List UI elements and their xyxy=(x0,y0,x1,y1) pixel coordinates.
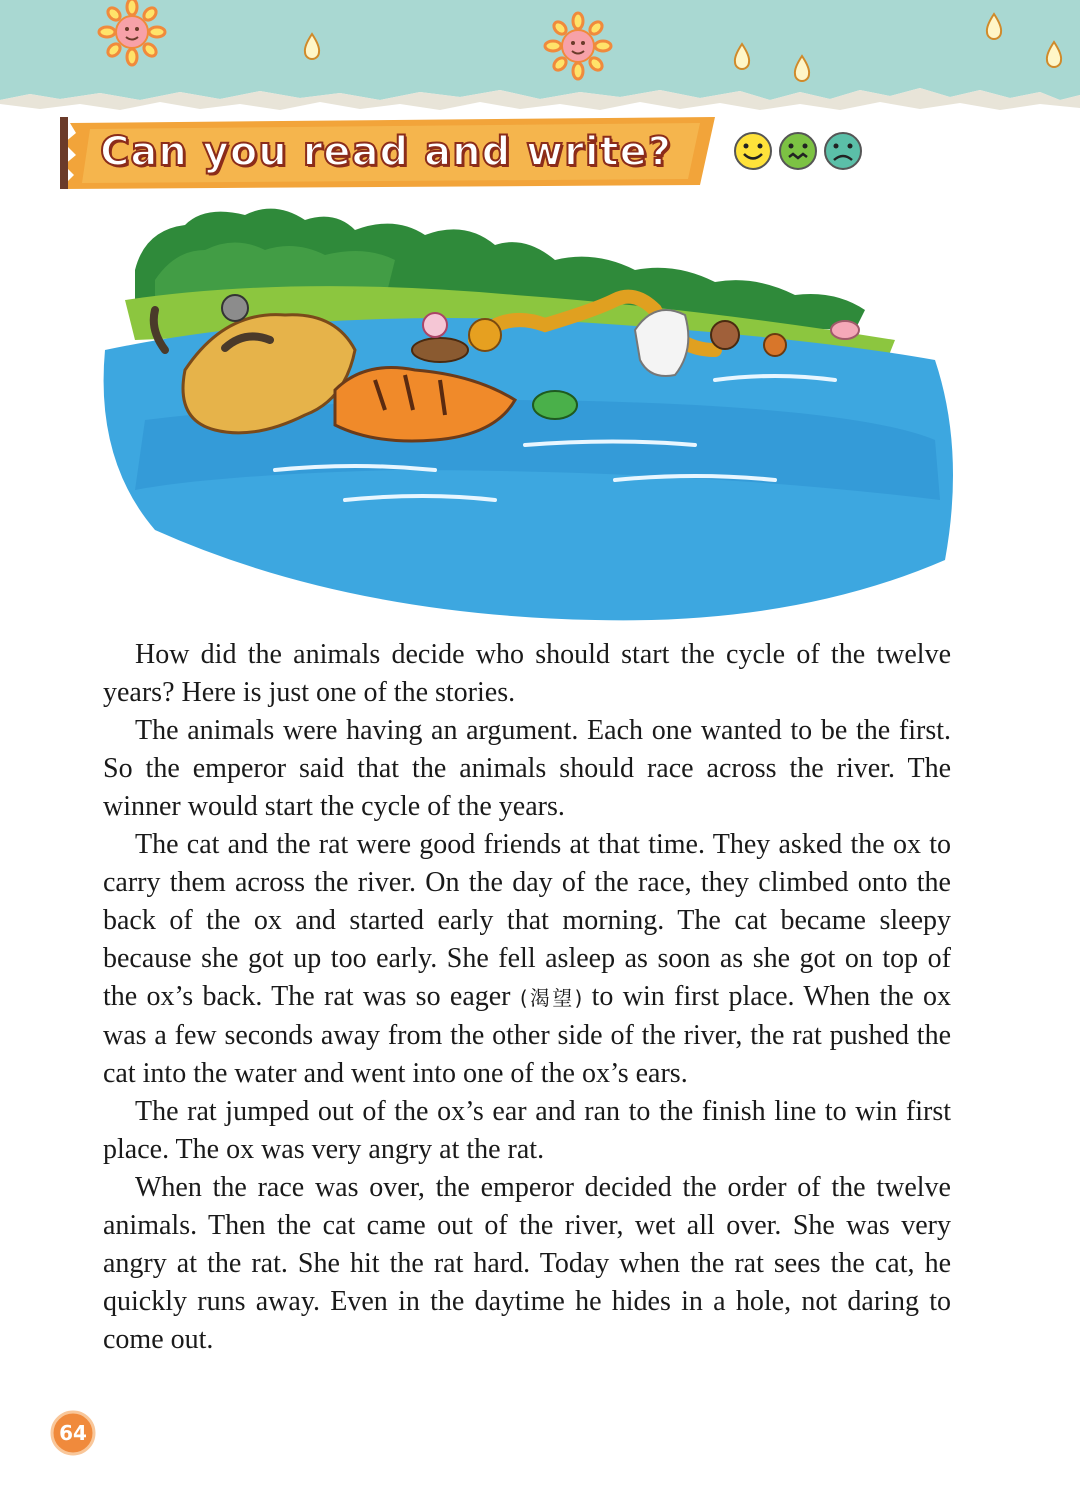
sun-icon xyxy=(99,0,165,65)
river-race-illustration xyxy=(95,200,960,625)
story-paragraph: When the race was over, the emperor decided the order of the twelve animals. Then the cat came out of the river, wet all over. She was very angry at the rat. She hit the rat hard. Today when the rat sees the cat, he quickly runs away. Even in the daytime he hides in a hole, not daring to come out. xyxy=(103,1172,951,1355)
rabbit-figure xyxy=(412,338,468,362)
chinese-gloss: (渴望) xyxy=(519,986,583,1010)
story-paragraph: The animals were having an argument. Each one wanted to be the first. So the emperor said that the animals should race across the river. The winner would start the cycle of the years. xyxy=(103,715,951,822)
story-text xyxy=(103,636,951,1359)
monkey-figure xyxy=(711,321,739,349)
story-text-segment: The cat and the rat were good friends at that time. They asked the ox to carry them across the river. On the day of the race, they climbed onto the back of the ox and started early that morning. The cat became sleepy because she got up too early. She fell asleep as soon as she got on top of the ox’s back. The rat was so eager xyxy=(103,829,951,1012)
story-paragraph xyxy=(103,826,951,1093)
page-number: 64 xyxy=(59,1421,87,1445)
story-paragraph: How did the animals decide who should start the cycle of the twelve years? Here is just one of the stories. xyxy=(103,639,951,708)
sun-icon xyxy=(545,13,611,79)
pig-figure xyxy=(831,321,859,339)
sad-face-icon[interactable] xyxy=(823,131,863,171)
happy-face-icon[interactable] xyxy=(733,131,773,171)
page-title: Can you read and write? xyxy=(100,129,672,175)
story-text-segment: to win first place. When the ox was a few seconds away from the other side of the river, the rat pushed the cat into the water and went into one of the ox’s ears. xyxy=(103,981,952,1089)
neutral-face-icon[interactable] xyxy=(778,131,818,171)
story-paragraph: The rat jumped out of the ox’s ear and ran to the finish line to win first place. The ox was very angry at the rat. xyxy=(103,1096,951,1165)
header-band xyxy=(0,0,1080,120)
rooster-figure xyxy=(764,334,786,356)
horse-figure xyxy=(635,310,688,376)
snake-figure xyxy=(533,391,577,419)
